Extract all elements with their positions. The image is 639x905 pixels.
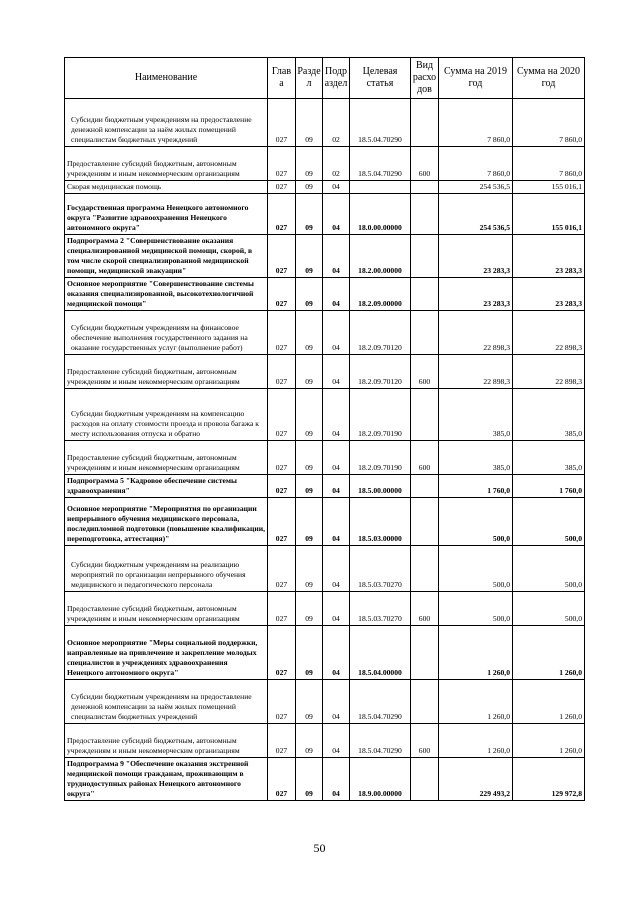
row-name-text: Основное мероприятие "Мероприятия по организации непрерывного обучения медицинского персонала, последипломной подготовки (повышение квалификации, переподготовка, аттестация)" bbox=[67, 504, 265, 543]
budget-table bbox=[64, 57, 585, 801]
row-razdel: 09 bbox=[296, 147, 323, 181]
table-row bbox=[65, 626, 585, 680]
row-target: 18.5.03.70270 bbox=[350, 546, 411, 592]
table-row bbox=[65, 546, 585, 592]
row-name-text: Государственная программа Ненецкого автономного округа "Развитие здравоохранения Ненецкого автономного округа" bbox=[67, 203, 249, 232]
table-row bbox=[65, 680, 585, 724]
row-sum-2019: 500,0 bbox=[439, 592, 513, 626]
row-target: 18.9.00.00000 bbox=[350, 758, 411, 801]
row-sum-2020: 23 283,3 bbox=[513, 278, 585, 311]
row-sum-2019: 500,0 bbox=[439, 498, 513, 546]
row-podrazdel: 04 bbox=[323, 498, 350, 546]
row-name bbox=[65, 626, 268, 680]
row-target: 18.2.09.70120 bbox=[350, 355, 411, 389]
row-podrazdel: 04 bbox=[323, 680, 350, 724]
row-vid: 600 bbox=[411, 355, 439, 389]
row-podrazdel: 04 bbox=[323, 235, 350, 278]
row-target: 18.2.09.70190 bbox=[350, 389, 411, 441]
row-vid bbox=[411, 194, 439, 235]
row-glava: 027 bbox=[268, 498, 296, 546]
row-name bbox=[65, 546, 268, 592]
header-podrazdel: Подр аздел bbox=[323, 58, 350, 99]
row-vid bbox=[411, 758, 439, 801]
row-name-text: Субсидии бюджетным учреждениям на предоставление денежной компенсации за наём жилых помещений специалистам бюджетных учреждений bbox=[71, 115, 252, 144]
row-glava: 027 bbox=[268, 278, 296, 311]
row-podrazdel: 04 bbox=[323, 546, 350, 592]
row-name bbox=[65, 181, 268, 194]
table-row bbox=[65, 278, 585, 311]
row-sum-2019: 254 536,5 bbox=[439, 181, 513, 194]
row-sum-2019: 1 260,0 bbox=[439, 724, 513, 758]
table-row bbox=[65, 194, 585, 235]
row-name-text: Субсидии бюджетным учреждениям на предоставление денежной компенсации за наём жилых помещений специалистам бюджетных учреждений bbox=[71, 692, 252, 721]
row-name bbox=[65, 194, 268, 235]
row-sum-2019: 1 260,0 bbox=[439, 680, 513, 724]
table-row bbox=[65, 592, 585, 626]
header-target: Целевая статья bbox=[350, 58, 411, 99]
row-name-text: Предоставление субсидий бюджетным, автономным учреждениям и иным некоммерческим организациям bbox=[67, 159, 240, 178]
row-glava: 027 bbox=[268, 147, 296, 181]
row-name-text: Субсидии бюджетным учреждениям на компенсацию расходов на оплату стоимости проезда и провоза багажа к месту использования отпуска и обратно bbox=[71, 409, 259, 438]
row-glava: 027 bbox=[268, 475, 296, 498]
row-razdel: 09 bbox=[296, 311, 323, 355]
row-vid bbox=[411, 546, 439, 592]
row-sum-2019: 385,0 bbox=[439, 389, 513, 441]
row-name bbox=[65, 235, 268, 278]
row-target: 18.5.03.70270 bbox=[350, 592, 411, 626]
row-podrazdel: 04 bbox=[323, 194, 350, 235]
row-name bbox=[65, 592, 268, 626]
table-row bbox=[65, 99, 585, 147]
row-name bbox=[65, 147, 268, 181]
table-header-row bbox=[65, 58, 585, 99]
row-name bbox=[65, 758, 268, 801]
row-sum-2020: 7 860,0 bbox=[513, 147, 585, 181]
row-sum-2020: 500,0 bbox=[513, 546, 585, 592]
row-glava: 027 bbox=[268, 680, 296, 724]
row-sum-2020: 500,0 bbox=[513, 498, 585, 546]
row-vid bbox=[411, 235, 439, 278]
row-sum-2020: 23 283,3 bbox=[513, 235, 585, 278]
row-podrazdel: 04 bbox=[323, 626, 350, 680]
row-podrazdel: 02 bbox=[323, 99, 350, 147]
row-vid bbox=[411, 278, 439, 311]
row-razdel: 09 bbox=[296, 680, 323, 724]
row-glava: 027 bbox=[268, 99, 296, 147]
row-sum-2019: 22 898,3 bbox=[439, 311, 513, 355]
row-sum-2020: 1 260,0 bbox=[513, 626, 585, 680]
row-sum-2019: 254 536,5 bbox=[439, 194, 513, 235]
row-vid bbox=[411, 498, 439, 546]
table-row bbox=[65, 355, 585, 389]
row-target: 18.5.00.00000 bbox=[350, 475, 411, 498]
row-sum-2019: 229 493,2 bbox=[439, 758, 513, 801]
row-razdel: 09 bbox=[296, 194, 323, 235]
row-podrazdel: 04 bbox=[323, 758, 350, 801]
row-name-text: Субсидии бюджетным учреждениям на финансовое обеспечение выполнения государственного задания на оказание государственных услуг (выполнение работ) bbox=[71, 323, 248, 352]
row-glava: 027 bbox=[268, 311, 296, 355]
row-razdel: 09 bbox=[296, 758, 323, 801]
row-name-text: Скорая медицинская помощь bbox=[67, 182, 162, 191]
row-target: 18.5.04.70290 bbox=[350, 680, 411, 724]
header-vid: Вид расхо дов bbox=[411, 58, 439, 99]
row-name bbox=[65, 311, 268, 355]
row-razdel: 09 bbox=[296, 389, 323, 441]
row-target: 18.5.03.00000 bbox=[350, 498, 411, 546]
row-glava: 027 bbox=[268, 724, 296, 758]
row-name bbox=[65, 498, 268, 546]
row-target: 18.5.04.70290 bbox=[350, 147, 411, 181]
row-glava: 027 bbox=[268, 626, 296, 680]
table-row bbox=[65, 147, 585, 181]
row-sum-2019: 7 860,0 bbox=[439, 99, 513, 147]
table-row bbox=[65, 724, 585, 758]
row-glava: 027 bbox=[268, 194, 296, 235]
row-name bbox=[65, 99, 268, 147]
row-razdel: 09 bbox=[296, 278, 323, 311]
row-glava: 027 bbox=[268, 389, 296, 441]
page-number: 50 bbox=[313, 841, 326, 855]
row-vid bbox=[411, 181, 439, 194]
row-vid: 600 bbox=[411, 147, 439, 181]
row-target: 18.5.04.00000 bbox=[350, 626, 411, 680]
row-name bbox=[65, 724, 268, 758]
row-name-text: Предоставление субсидий бюджетным, автономным учреждениям и иным некоммерческим организациям bbox=[67, 736, 240, 755]
row-target bbox=[350, 181, 411, 194]
row-vid bbox=[411, 680, 439, 724]
row-sum-2020: 385,0 bbox=[513, 389, 585, 441]
row-podrazdel: 04 bbox=[323, 355, 350, 389]
row-name-text: Предоставление субсидий бюджетным, автономным учреждениям и иным некоммерческим организациям bbox=[67, 604, 240, 623]
row-name-text: Подпрограмма 5 "Кадровое обеспечение системы здравоохранения" bbox=[67, 476, 237, 495]
row-name-text: Предоставление субсидий бюджетным, автономным учреждениям и иным некоммерческим организациям bbox=[67, 453, 240, 472]
table-row bbox=[65, 758, 585, 801]
row-razdel: 09 bbox=[296, 181, 323, 194]
row-vid bbox=[411, 389, 439, 441]
header-sum-2020: Сумма на 2020 год bbox=[513, 58, 585, 99]
table-row bbox=[65, 235, 585, 278]
row-razdel: 09 bbox=[296, 235, 323, 278]
row-vid: 600 bbox=[411, 724, 439, 758]
row-glava: 027 bbox=[268, 592, 296, 626]
row-target: 18.2.09.70120 bbox=[350, 311, 411, 355]
row-sum-2019: 7 860,0 bbox=[439, 147, 513, 181]
row-target: 18.5.04.70290 bbox=[350, 724, 411, 758]
row-name bbox=[65, 389, 268, 441]
row-name-text: Предоставление субсидий бюджетным, автономным учреждениям и иным некоммерческим организациям bbox=[67, 367, 240, 386]
row-sum-2020: 500,0 bbox=[513, 592, 585, 626]
row-sum-2020: 1 260,0 bbox=[513, 680, 585, 724]
row-sum-2019: 23 283,3 bbox=[439, 278, 513, 311]
row-razdel: 09 bbox=[296, 99, 323, 147]
row-glava: 027 bbox=[268, 758, 296, 801]
row-sum-2020: 22 898,3 bbox=[513, 355, 585, 389]
row-name bbox=[65, 475, 268, 498]
row-name bbox=[65, 355, 268, 389]
row-sum-2020: 155 016,1 bbox=[513, 181, 585, 194]
row-vid: 600 bbox=[411, 441, 439, 475]
row-sum-2020: 22 898,3 bbox=[513, 311, 585, 355]
row-razdel: 09 bbox=[296, 592, 323, 626]
row-target: 18.2.09.00000 bbox=[350, 278, 411, 311]
row-target: 18.2.00.00000 bbox=[350, 235, 411, 278]
row-sum-2020: 155 016,1 bbox=[513, 194, 585, 235]
table-row bbox=[65, 475, 585, 498]
row-podrazdel: 04 bbox=[323, 181, 350, 194]
row-sum-2019: 22 898,3 bbox=[439, 355, 513, 389]
row-name-text: Основное мероприятие "Меры социальной поддержки, направленные на привлечение и закрепление молодых специалистов в учреждениях здравоохранения Ненецкого автономного округа" bbox=[67, 638, 258, 677]
row-podrazdel: 04 bbox=[323, 592, 350, 626]
row-glava: 027 bbox=[268, 355, 296, 389]
row-razdel: 09 bbox=[296, 626, 323, 680]
row-name-text: Субсидии бюджетным учреждениям на реализацию мероприятий по организации непрерывного обучения медицинского и педагогического персонала bbox=[71, 560, 246, 589]
row-name-text: Подпрограмма 2 "Совершенствование оказания специализированной медицинской помощи, скорой, в том числе скорой специализированной медицинской помощи, медицинской эвакуации" bbox=[67, 236, 253, 275]
row-razdel: 09 bbox=[296, 441, 323, 475]
header-razdel: Разде л bbox=[296, 58, 323, 99]
row-glava: 027 bbox=[268, 441, 296, 475]
row-podrazdel: 04 bbox=[323, 311, 350, 355]
row-name bbox=[65, 441, 268, 475]
row-sum-2020: 1 260,0 bbox=[513, 724, 585, 758]
row-sum-2019: 23 283,3 bbox=[439, 235, 513, 278]
row-vid bbox=[411, 626, 439, 680]
row-vid bbox=[411, 475, 439, 498]
header-sum-2019: Сумма на 2019 год bbox=[439, 58, 513, 99]
row-podrazdel: 02 bbox=[323, 147, 350, 181]
row-razdel: 09 bbox=[296, 355, 323, 389]
table-row bbox=[65, 498, 585, 546]
row-razdel: 09 bbox=[296, 724, 323, 758]
row-sum-2019: 1 260,0 bbox=[439, 626, 513, 680]
row-podrazdel: 04 bbox=[323, 724, 350, 758]
row-sum-2019: 1 760,0 bbox=[439, 475, 513, 498]
row-target: 18.5.04.70290 bbox=[350, 99, 411, 147]
table-row bbox=[65, 389, 585, 441]
row-target: 18.0.00.00000 bbox=[350, 194, 411, 235]
table-row bbox=[65, 181, 585, 194]
row-name bbox=[65, 278, 268, 311]
row-target: 18.2.09.70190 bbox=[350, 441, 411, 475]
row-glava: 027 bbox=[268, 181, 296, 194]
header-glava: Глав а bbox=[268, 58, 296, 99]
row-name bbox=[65, 680, 268, 724]
row-sum-2020: 129 972,8 bbox=[513, 758, 585, 801]
row-glava: 027 bbox=[268, 235, 296, 278]
row-podrazdel: 04 bbox=[323, 389, 350, 441]
row-razdel: 09 bbox=[296, 498, 323, 546]
row-name-text: Основное мероприятие "Совершенствование системы оказания специализированной, высокотехнологичной медицинской помощи" bbox=[67, 279, 254, 308]
row-sum-2019: 385,0 bbox=[439, 441, 513, 475]
row-sum-2020: 7 860,0 bbox=[513, 99, 585, 147]
header-name: Наименование bbox=[65, 58, 268, 99]
row-podrazdel: 04 bbox=[323, 278, 350, 311]
row-sum-2019: 500,0 bbox=[439, 546, 513, 592]
row-name-text: Подпрограмма 9 "Обеспечение оказания экстренной медицинской помощи гражданам, проживающим в труднодоступных районах Ненецкого автономного округа" bbox=[67, 759, 249, 798]
row-vid bbox=[411, 99, 439, 147]
row-sum-2020: 1 760,0 bbox=[513, 475, 585, 498]
row-glava: 027 bbox=[268, 546, 296, 592]
row-sum-2020: 385,0 bbox=[513, 441, 585, 475]
table-row bbox=[65, 441, 585, 475]
row-razdel: 09 bbox=[296, 546, 323, 592]
row-podrazdel: 04 bbox=[323, 441, 350, 475]
table-row bbox=[65, 311, 585, 355]
row-vid: 600 bbox=[411, 592, 439, 626]
row-razdel: 09 bbox=[296, 475, 323, 498]
row-podrazdel: 04 bbox=[323, 475, 350, 498]
row-vid bbox=[411, 311, 439, 355]
